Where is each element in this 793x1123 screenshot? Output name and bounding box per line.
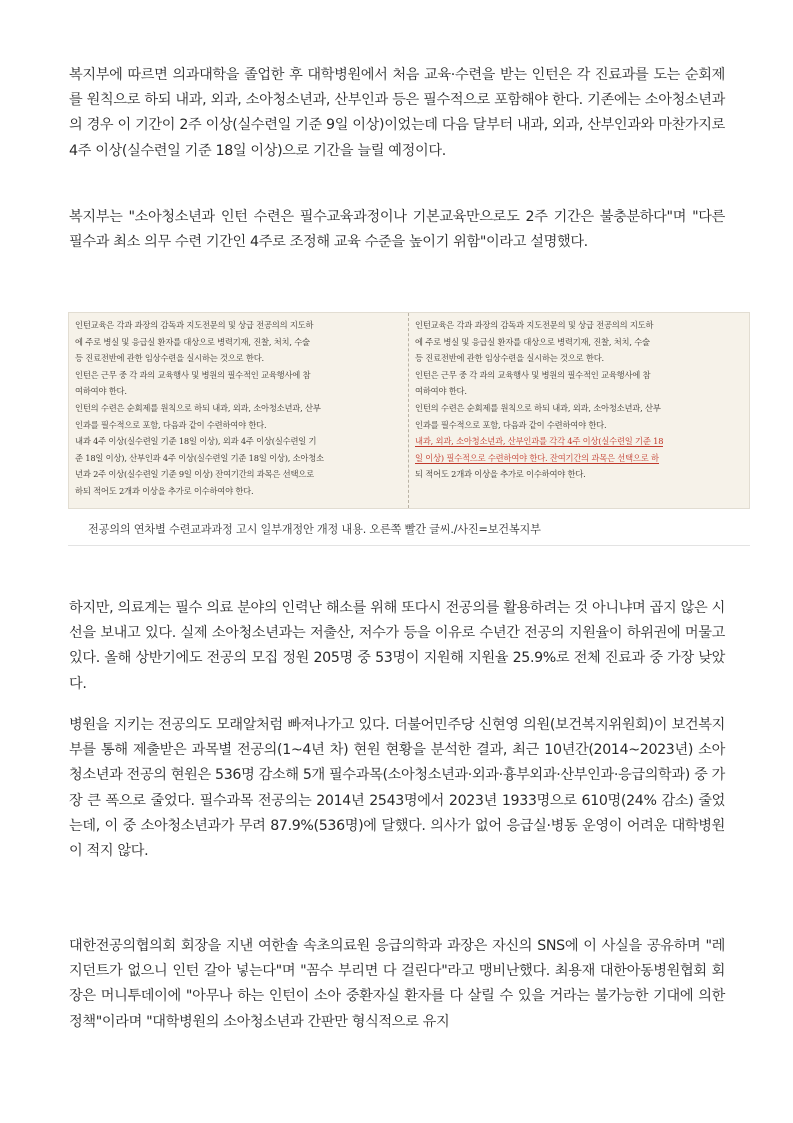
scan-line: 되 적어도 2개과 이상을 추가로 이수하여야 한다.	[415, 469, 586, 480]
regulation-scan-image	[68, 312, 750, 509]
scan-line: 인과를 필수적으로 포함, 다음과 같이 수련하여야 한다.	[415, 419, 607, 430]
article-figure	[68, 312, 750, 548]
scan-line: 인과를 필수적으로 포함, 다음과 같이 수련하여야 한다.	[75, 419, 267, 430]
scan-column-after	[409, 313, 749, 508]
scan-line: 인턴은 근무 중 각 과의 교육행사 및 병원의 필수적인 교육행사에 참	[75, 369, 311, 380]
scan-line: 인턴의 수련은 순회제를 원칙으로 하되 내과, 외과, 소아청소년과, 산부	[415, 402, 661, 413]
red-underline: 일 이상) 필수적으로 수련하여야 한다. 잔여기간의 과목은 선택으로 하	[415, 452, 659, 463]
scan-line: 등 진료전반에 관한 임상수련을 실시하는 것으로 한다.	[415, 353, 604, 364]
figure-caption: 전공의의 연차별 수련교과과정 고시 일부개정안 개정 내용. 오른쪽 빨간 글씨./사진=보건복지부	[88, 523, 541, 536]
scan-line: 준 18일 이상), 산부인과 4주 이상(실수련일 기준 18일 이상), 소아청소	[75, 452, 324, 463]
scan-line-highlighted	[415, 450, 743, 467]
paragraph-2: 복지부는 "소아청소년과 인턴 수련은 필수교육과정이나 기본교육만으로도 2주 기간은 불충분하다"며 "다른 필수과 최소 의무 수련 기간인 4주로 조정해 교육 수준을 높이기 위함"이라고 설명했다.	[69, 209, 725, 251]
scan-line: 에 주로 병실 및 응급실 환자를 대상으로 병력기재, 진찰, 처치, 수술	[415, 336, 650, 347]
scan-line: 인턴교육은 각과 과장의 감독과 지도전문의 및 상급 전공의의 지도하	[415, 320, 654, 330]
scan-line: 인턴의 수련은 순회제를 원칙으로 하되 내과, 외과, 소아청소년과, 산부	[75, 402, 321, 413]
scan-line: 년과 2주 이상(실수련일 기준 9일 이상) 잔여기간의 과목은 선택으로	[75, 469, 314, 480]
scan-line: 내과 4주 이상(실수련일 기준 18일 이상), 외과 4주 이상(실수련일 기	[75, 436, 317, 447]
paragraph-4: 병원을 지키는 전공의도 모래알처럼 빠져나가고 있다. 더불어민주당 신현영 의원(보건복지위원회)이 보건복지부를 통해 제출받은 과목별 전공의(1~4년 차) 현원 현황을 분석한 결과, 최근 10년간(2014~2023년) 소아청소년과 전공의 현원은 536명 감소해 5개 필수과목(소아청소년과·외과·흉부외과·산부인과·응급의학과) 중 가장 큰 폭으로 줄었다. 필수과목 전공의는 2014년 2543명에서 2023년 1933명으로 610명(24% 감소) 줄었는데, 이 중 소아청소년과가 무려 87.9%(536명)에 달했다. 의사가 없어 응급실·병동 운영이 어려운 대학병원이 적지 않다.	[69, 717, 725, 860]
scan-line: 등 진료전반에 관한 임상수련을 실시하는 것으로 한다.	[75, 353, 264, 364]
scan-line: 하되 적어도 2개과 이상을 추가로 이수하여야 한다.	[75, 485, 254, 496]
red-underline: 내과, 외과, 소아청소년과, 산부인과를 각각 4주 이상(실수련일 기준 18	[415, 436, 664, 447]
scan-line: 여하여야 한다.	[415, 386, 467, 397]
scan-line: 인턴은 근무 중 각 과의 교육행사 및 병원의 필수적인 교육행사에 참	[415, 369, 651, 380]
scan-line-highlighted	[415, 433, 743, 450]
paragraph-1: 복지부에 따르면 의과대학을 졸업한 후 대학병원에서 처음 교육·수련을 받는 인턴은 각 진료과를 도는 순회제를 원칙으로 하되 내과, 외과, 소아청소년과, 산부인과 등은 필수적으로 포함해야 한다. 기존에는 소아청소년과의 경우 이 기간이 2주 이상(실수련일 기준 9일 이상)이었는데 다음 달부터 내과, 외과, 산부인과와 마찬가지로 4주 이상(실수련일 기준 18일 이상)으로 기간을 늘릴 예정이다.	[69, 67, 725, 159]
paragraph-3: 하지만, 의료계는 필수 의료 분야의 인력난 해소를 위해 또다시 전공의를 활용하려는 것 아니냐며 곱지 않은 시선을 보내고 있다. 실제 소아청소년과는 저출산, 저수가 등을 이유로 수년간 전공의 지원율이 하위권에 머물고 있다. 올해 상반기에도 전공의 모집 정원 205명 중 53명이 지원해 지원율 25.9%로 전체 진료과 중 가장 낮았다.	[69, 600, 725, 692]
scan-line: 인턴교육은 각과 과장의 감독과 지도전문의 및 상급 전공의의 지도하	[75, 320, 314, 330]
scan-column-before	[69, 313, 409, 508]
scan-line: 여하여야 한다.	[75, 386, 127, 397]
paragraph-5: 대한전공의협의회 회장을 지낸 여한솔 속초의료원 응급의학과 과장은 자신의 SNS에 이 사실을 공유하며 "레지던트가 없으니 인턴 갈아 넣는다"며 "꼼수 부리면 다 걸린다"라고 맹비난했다. 최용재 대한아동병원협회 회장은 머니투데이에 "아무나 하는 인턴이 소아 중환자실 환자를 다 살릴 수 있을 거라는 불가능한 기대에 의한 정책"이라며 "대학병원의 소아청소년과 간판만 형식적으로 유지	[69, 938, 725, 1030]
caption-divider	[68, 545, 750, 546]
scan-line: 에 주로 병실 및 응급실 환자를 대상으로 병력기재, 진찰, 처치, 수술	[75, 336, 310, 347]
